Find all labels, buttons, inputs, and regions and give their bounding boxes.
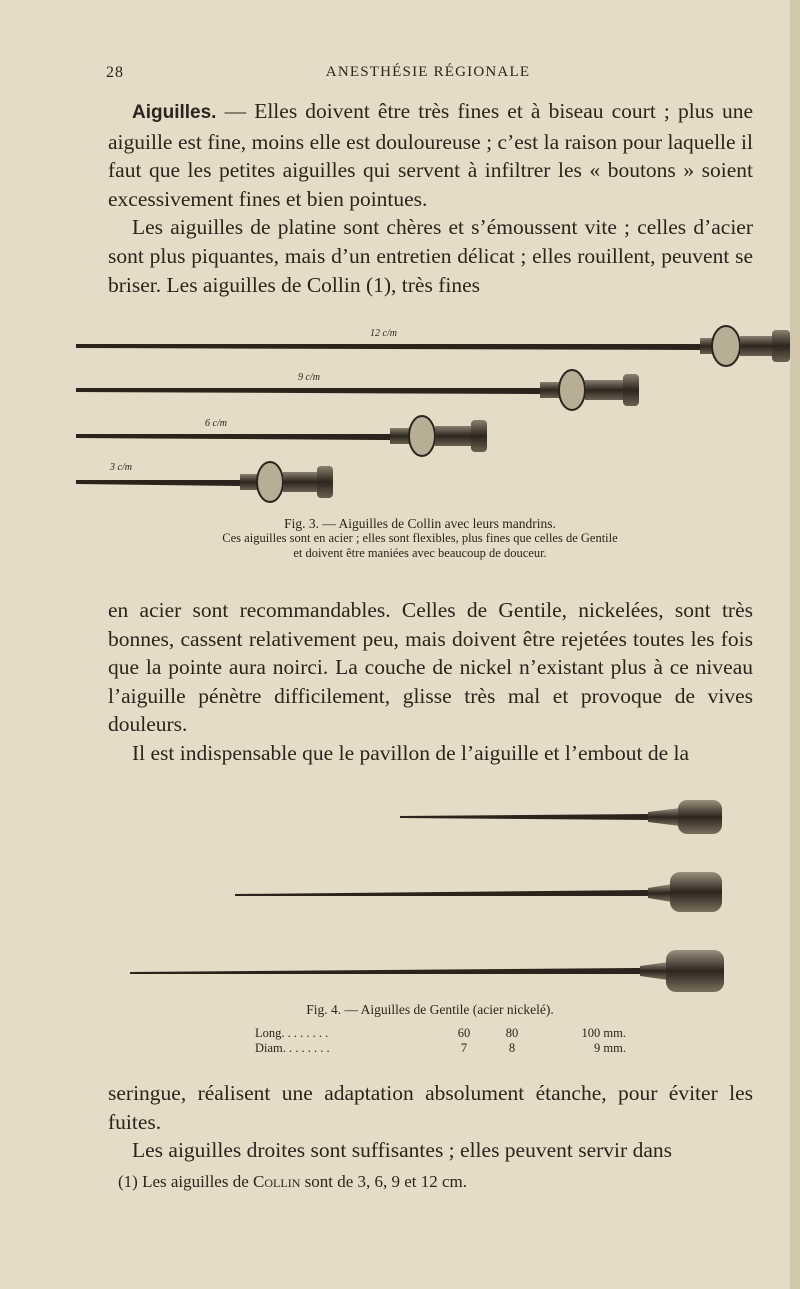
footnote-name: Collin	[253, 1172, 301, 1191]
paragraph-aiguilles	[108, 97, 753, 213]
text-block-bottom	[108, 1079, 753, 1165]
specs-value: 8	[508, 1041, 516, 1055]
needle-60mm	[400, 800, 722, 834]
needle-80mm	[235, 872, 722, 912]
page-number: 28	[106, 64, 124, 81]
paragraph-platine: Les aiguilles de platine sont chères et s’émoussent vite ; celles d’acier sont plus piquantes, mais d’un entretien délicat ; elles rouillent, peuvent se briser. Les aiguilles de Collin (1), très fines	[108, 215, 753, 297]
figure-3-caption-line: et doivent être maniées avec beaucoup de douceur.	[293, 546, 547, 560]
footnote-text-end: sont de 3, 6, 9 et 12 cm.	[300, 1172, 468, 1191]
figure-3-caption-title: Fig. 3. — Aiguilles de Collin avec leurs mandrins.	[284, 516, 556, 531]
needle-label-3: 3 c/m	[110, 462, 132, 473]
specs-diameter-label: Diam. . . . . . . .	[255, 1041, 330, 1055]
paragraph-pavillon: Il est indispensable que le pavillon de l’aiguille et l’embout de la	[132, 740, 690, 765]
footnote	[118, 1172, 467, 1192]
figure-3-caption-line: Ces aiguilles sont en acier ; elles sont flexibles, plus fines que celles de Gentile	[222, 531, 618, 545]
running-title: ANESTHÉSIE RÉGIONALE	[325, 64, 531, 80]
specs-row-length	[255, 1026, 635, 1041]
section-heading: Aiguilles.	[132, 102, 217, 123]
needle-label-12: 12 c/m	[370, 328, 397, 339]
specs-value: 80	[505, 1026, 519, 1040]
text-block-middle	[108, 596, 753, 768]
specs-value: 60	[457, 1026, 471, 1040]
figure-4-specs	[255, 1026, 635, 1056]
specs-row-diameter	[255, 1041, 635, 1056]
running-head	[106, 64, 750, 86]
needle-100mm	[130, 950, 724, 992]
specs-value: 7	[460, 1041, 468, 1055]
footnote-marker: (1)	[118, 1172, 138, 1191]
paragraph-acier: en acier sont recommandables. Celles de Gentile, nickelées, sont très bonnes, cassent relativement peu, mais doivent être rejetées toutes les fois que la pointe aura noirci. La couche de nickel n’existant plus à ce niveau l’aiguille pénètre difficilement, glisse très mal et provoque de vives douleurs.	[108, 598, 753, 737]
figure-3-collin-needles	[60, 318, 800, 508]
needle-label-6: 6 c/m	[205, 418, 227, 429]
figure-4-caption-title: Fig. 4. — Aiguilles de Gentile (acier nickelé).	[306, 1002, 554, 1017]
footnote-text: Les aiguilles de	[142, 1172, 254, 1191]
needle-9cm	[76, 370, 639, 410]
figure-4-gentile-needles	[120, 790, 740, 1000]
needle-label-9: 9 c/m	[298, 372, 320, 383]
paragraph-droites: Les aiguilles droites sont suffisantes ; elles peuvent servir dans	[132, 1138, 672, 1163]
specs-value: 100 mm.	[581, 1026, 626, 1040]
text-block-top	[108, 97, 753, 299]
needle-6cm	[76, 416, 487, 456]
figure-3-caption	[150, 516, 690, 561]
page-edge	[790, 0, 800, 1289]
needle-12cm	[76, 326, 790, 366]
figure-4-caption	[200, 1002, 660, 1017]
paragraph-text: — Elles doivent être très fines et à biseau court ; plus une aiguille est fine, moins elle est douloureuse ; c’est la raison pour laquelle il faut que les petites aiguilles qui servent à infiltrer les « boutons » soient excessivement fines et bien pointues.	[108, 99, 753, 211]
specs-value: 9 mm.	[594, 1041, 626, 1055]
paragraph-seringue: seringue, réalisent une adaptation absolument étanche, pour éviter les fuites.	[108, 1081, 753, 1134]
specs-length-label: Long. . . . . . . .	[255, 1026, 329, 1040]
